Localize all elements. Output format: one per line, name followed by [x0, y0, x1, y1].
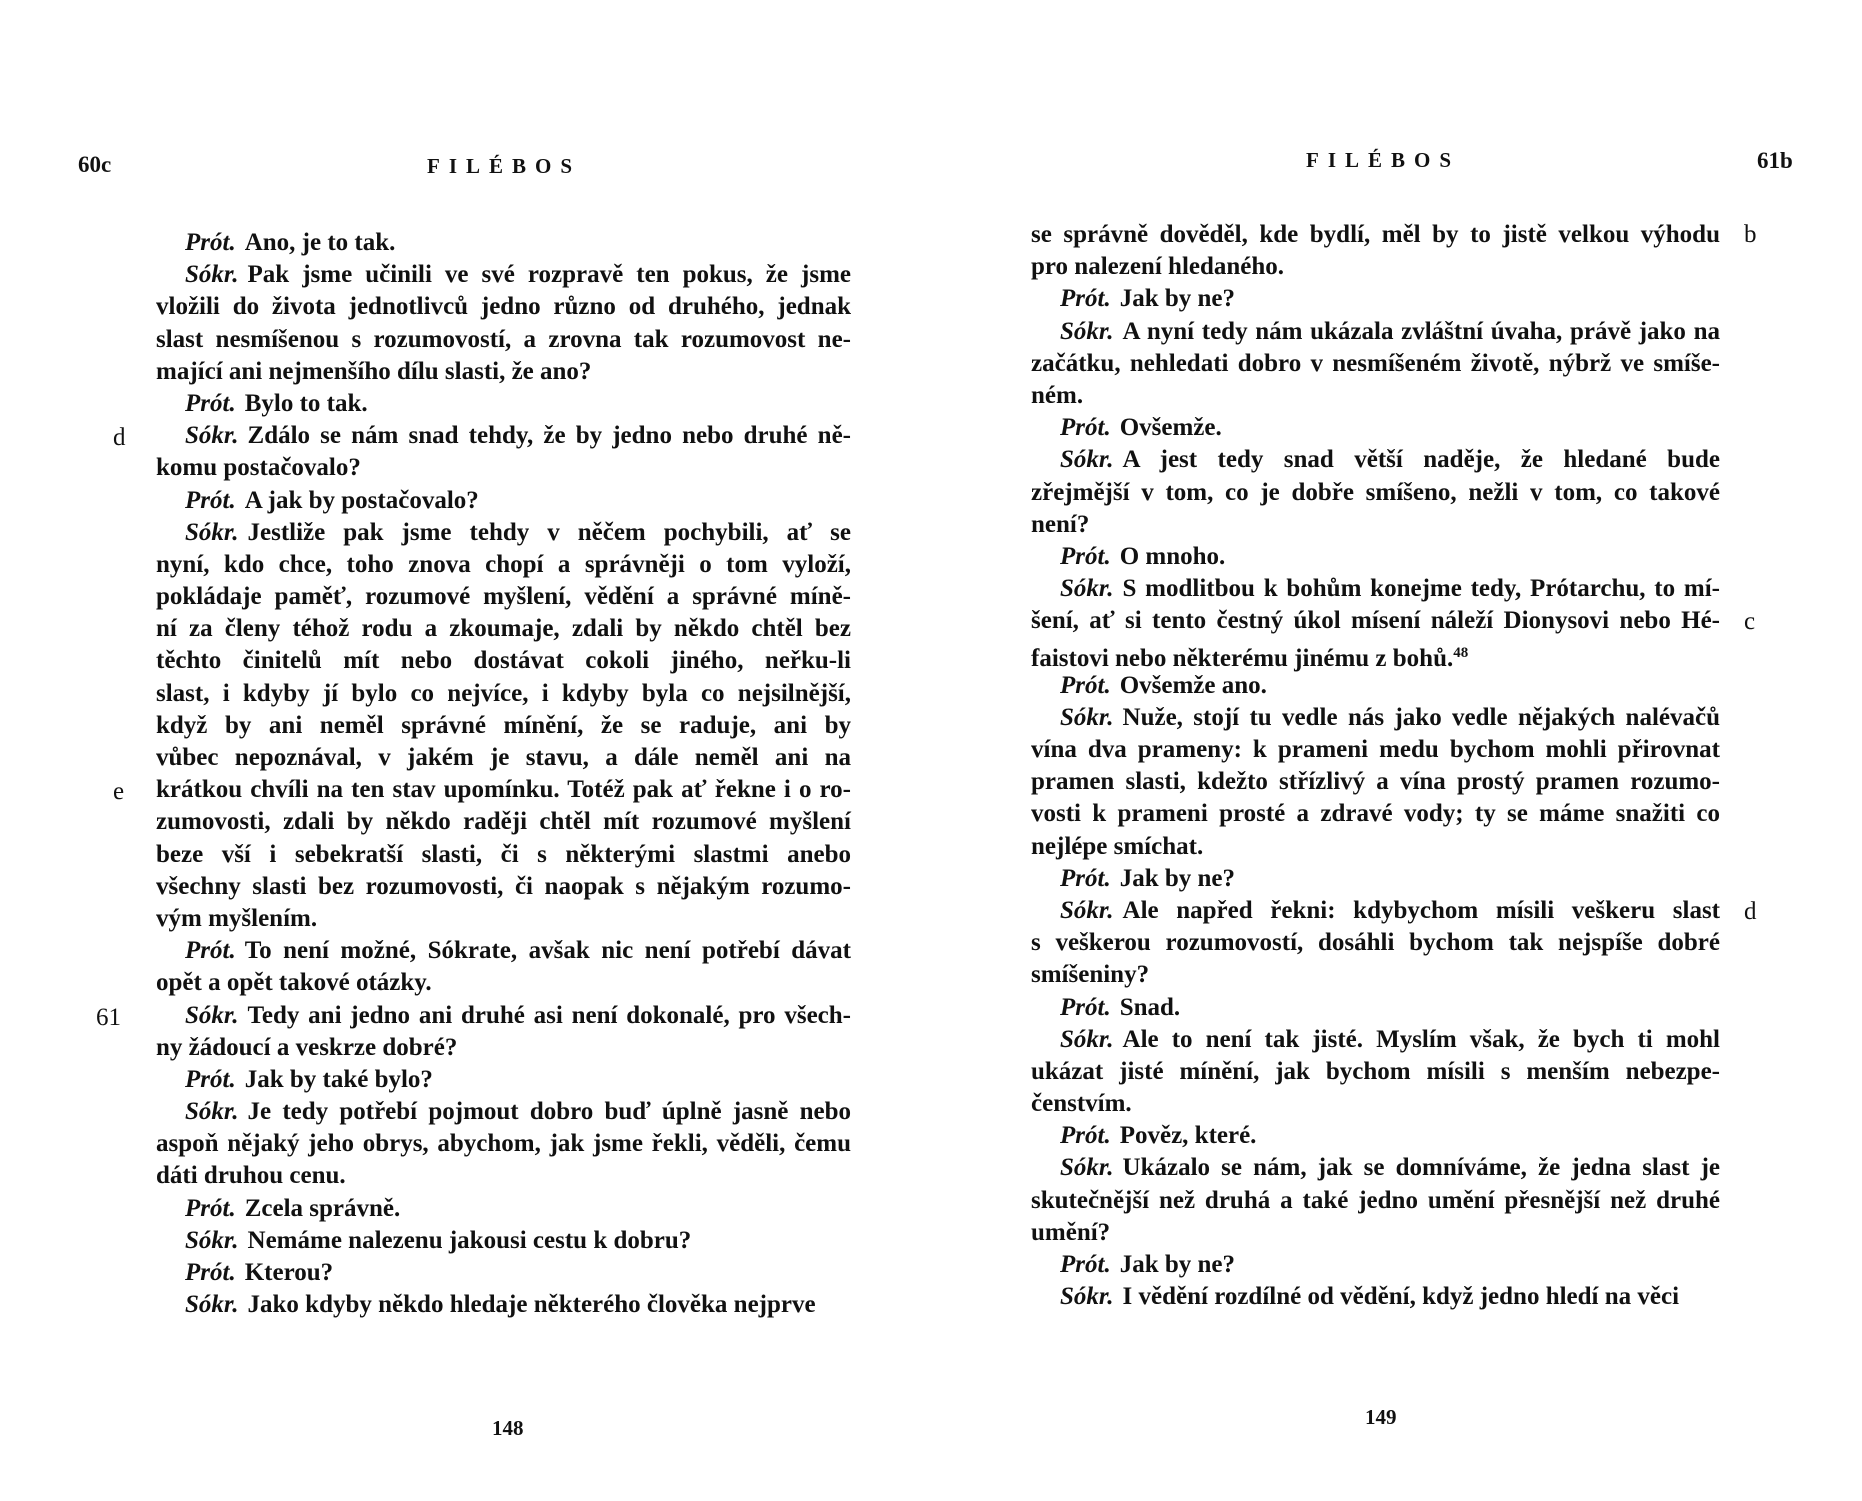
line-text: nyní, kdo chce, toho znova chopí a správněji o tom vyloží,: [156, 550, 851, 578]
text-line: [1031, 1281, 1720, 1313]
text-line: [1031, 766, 1720, 798]
line-text: pramen slasti, kdežto střízlivý a vína prostý pramen rozumo-: [1031, 768, 1720, 796]
line-text: vložili do života jednotlivců jedno různo od druhého, jednak: [156, 293, 851, 321]
speaker-label: Sókr.: [185, 1098, 239, 1126]
speaker-label: Prót.: [1060, 1251, 1111, 1278]
text-line: [156, 1193, 851, 1225]
text-line: [156, 710, 851, 742]
line-text: není?: [1031, 510, 1090, 538]
text-line: [156, 517, 851, 549]
line-text: vína dva prameny: k prameni medu bychom mohli přirovnat: [1031, 736, 1720, 763]
right-body-text: [1031, 219, 1720, 1313]
right-margin-marker-c: c: [1744, 608, 1756, 635]
speaker-label: Sókr.: [1060, 1283, 1114, 1311]
line-text: Jako kdyby někdo hledaje některého člověka nejprve: [247, 1291, 816, 1319]
line-text: To není možné, Sókrate, avšak nic není potřebí dávat: [244, 937, 851, 965]
speaker-label: Sókr.: [185, 261, 239, 289]
line-text: Jak by ne?: [1119, 285, 1236, 313]
text-line: [156, 1096, 851, 1128]
speaker-label: Sókr.: [1060, 446, 1114, 474]
line-text: Pověz, které.: [1119, 1122, 1257, 1150]
text-line: [1031, 316, 1720, 348]
speaker-label: Prót.: [1060, 993, 1111, 1021]
text-line: [1031, 1185, 1720, 1217]
speaker-label: Prót.: [1060, 414, 1111, 442]
text-line: [1031, 1088, 1720, 1120]
line-text: ukázat jisté mínění, jak bychom mísili s menším nebezpe-: [1031, 1057, 1720, 1085]
text-line: [156, 420, 851, 452]
line-text: vůbec nepoznával, v jakém je stavu, a dále neměl ani na: [156, 744, 851, 771]
text-line: [156, 678, 851, 710]
right-page-reference: 61b: [1757, 148, 1793, 173]
line-text: začátku, nehledati dobro v nesmíšeném životě, nýbrž ve smíše-: [1031, 349, 1720, 377]
line-text: Bylo to tak.: [244, 389, 368, 417]
line-text: mající ani nejmenšího dílu slasti, že ano?: [156, 357, 592, 385]
text-line: [1031, 1217, 1720, 1249]
text-line: [156, 549, 851, 581]
line-text: smíšeniny?: [1031, 961, 1150, 989]
line-text: pro nalezení hledaného.: [1031, 253, 1285, 281]
text-line: [1031, 1152, 1720, 1184]
text-line: [1031, 444, 1720, 476]
line-text: Ovšemže ano.: [1119, 671, 1267, 699]
right-margin-marker-d: d: [1744, 898, 1757, 925]
text-line: [156, 452, 851, 484]
text-line: [156, 774, 851, 806]
text-line: [156, 871, 851, 903]
right-running-title: FILÉBOS: [1306, 148, 1461, 172]
line-text: nejlépe smíchat.: [1031, 832, 1204, 860]
speaker-label: Prót.: [1060, 1122, 1111, 1150]
text-line: [1031, 895, 1720, 927]
text-line: [1031, 992, 1720, 1024]
line-text: těchto činitelů mít nebo dostávat cokoli jiného, neřku-li: [156, 647, 851, 675]
line-text: slast nesmíšenou s rozumovostí, a zrovna tak rozumovost ne-: [156, 325, 851, 353]
speaker-label: Sókr.: [1060, 1154, 1114, 1182]
text-line: [156, 967, 851, 999]
line-text: s veškerou rozumovostí, dosáhli bychom tak nejspíše dobré: [1031, 929, 1720, 957]
text-line: [1031, 637, 1720, 673]
line-text: Snad.: [1119, 993, 1181, 1021]
text-line: [156, 806, 851, 838]
line-text: ném.: [1031, 381, 1084, 409]
speaker-label: Sókr.: [185, 422, 239, 450]
text-line: [156, 291, 851, 323]
speaker-label: Prót.: [1060, 542, 1111, 570]
line-text: Ale napřed řekni: kdybychom mísili veškeru slast: [1122, 896, 1720, 924]
line-text: Tedy ani jedno ani druhé asi není dokonalé, pro všech-: [247, 1001, 851, 1029]
text-line: [1031, 798, 1720, 830]
line-text: Jak by také bylo?: [244, 1065, 433, 1093]
speaker-label: Prót.: [1060, 671, 1111, 699]
text-line: [1031, 348, 1720, 380]
line-text: dáti druhou cenu.: [156, 1162, 346, 1190]
line-text: S modlitbou k bohům konejme tedy, Prótarchu, to mí-: [1122, 575, 1720, 603]
text-line: [1031, 670, 1720, 702]
footnote-reference: 48: [1453, 645, 1469, 662]
text-line: [1031, 219, 1720, 251]
line-text: aspoň nějaký jeho obrys, abychom, jak jsme řekli, věděli, čemu: [156, 1130, 851, 1158]
text-line: [156, 645, 851, 677]
line-text: Nuže, stojí tu vedle nás jako vedle nějakých nalévačů: [1122, 703, 1720, 731]
speaker-label: Prót.: [185, 1259, 236, 1286]
line-text: čenstvím.: [1031, 1090, 1132, 1118]
speaker-label: Sókr.: [185, 1226, 239, 1254]
left-page-number: 148: [492, 1416, 524, 1440]
speaker-label: Prót.: [185, 389, 236, 417]
line-text: Zdálo se nám snad tehdy, že by jedno nebo druhé ně-: [247, 422, 851, 450]
speaker-label: Sókr.: [185, 1291, 239, 1319]
text-line: [1031, 1120, 1720, 1152]
text-line: [156, 1160, 851, 1192]
speaker-label: Prót.: [185, 1065, 236, 1093]
text-line: [1031, 734, 1720, 766]
text-line: [156, 839, 851, 871]
line-text: Zcela správně.: [244, 1194, 401, 1222]
left-margin-marker-e: e: [113, 778, 125, 805]
speaker-label: Sókr.: [1060, 896, 1114, 924]
speaker-label: Sókr.: [185, 518, 239, 546]
text-line: [156, 485, 851, 517]
line-text: opět a opět takové otázky.: [156, 969, 432, 997]
line-text: Pak jsme učinili ve své rozpravě ten pokus, že jsme: [247, 261, 851, 289]
text-line: [156, 1000, 851, 1032]
line-text: Ovšemže.: [1119, 414, 1222, 442]
line-text: když by ani neměl správné mínění, že se raduje, ani by: [156, 711, 851, 739]
right-page-number: 149: [1365, 1405, 1397, 1429]
line-text: vosti k prameni prosté a zdravé vody; ty se máme snažiti co: [1031, 800, 1720, 828]
line-text: zumovosti, zdali by někdo raději chtěl mít rozumové myšlení: [156, 808, 851, 836]
line-text: ní za členy téhož rodu a zkoumaje, zdali by někdo chtěl bez: [156, 615, 851, 643]
speaker-label: Sókr.: [185, 1001, 239, 1029]
text-line: [1031, 573, 1720, 605]
text-line: [1031, 959, 1720, 991]
line-text: všechny slasti bez rozumovosti, či naopak s nějakým rozumo-: [156, 872, 851, 900]
text-line: [156, 1032, 851, 1064]
text-line: [1031, 927, 1720, 959]
text-line: [156, 742, 851, 774]
line-text: faistovi nebo některému jinému z bohů.: [1031, 645, 1454, 673]
text-line: [156, 613, 851, 645]
line-text: šení, ať si tento čestný úkol mísení náleží Dionysovi nebo Hé-: [1031, 607, 1720, 635]
line-text: Ano, je to tak.: [244, 229, 396, 256]
text-line: [156, 388, 851, 420]
speaker-label: Sókr.: [1060, 703, 1114, 731]
speaker-label: Prót.: [1060, 864, 1111, 892]
line-text: se správně dověděl, kde bydlí, měl by to jistě velkou výhodu: [1031, 221, 1720, 248]
line-text: krátkou chvíli na ten stav upomínku. Totéž pak ať řekne i o ro-: [156, 776, 851, 804]
line-text: beze vší i sebekratší slasti, či s některými slastmi anebo: [156, 840, 851, 868]
left-margin-marker-61: 61: [96, 1004, 121, 1031]
line-text: A jest tedy snad větší naděje, že hledané bude: [1122, 446, 1720, 474]
line-text: Je tedy potřebí pojmout dobro buď úplně jasně nebo: [247, 1098, 851, 1126]
line-text: Ukázalo se nám, jak se domníváme, že jedna slast je: [1122, 1154, 1720, 1182]
line-text: Ale to není tak jisté. Myslím však, že bych ti mohl: [1122, 1025, 1720, 1053]
speaker-label: Sókr.: [1060, 317, 1114, 345]
text-line: [156, 935, 851, 967]
speaker-label: Prót.: [185, 937, 236, 965]
speaker-label: Prót.: [185, 229, 236, 256]
left-margin-marker-d: d: [113, 424, 126, 451]
text-line: [1031, 702, 1720, 734]
text-line: [1031, 380, 1720, 412]
line-text: slast, i kdyby jí bylo co nejvíce, i kdyby byla co nejsilnější,: [156, 679, 851, 707]
right-page: [931, 0, 1862, 1501]
line-text: vým myšlením.: [156, 904, 318, 932]
text-line: [1031, 605, 1720, 637]
text-line: [1031, 251, 1720, 283]
line-text: zřejmější v tom, co je dobře smíšeno, nežli v tom, co takové: [1031, 478, 1720, 506]
text-line: [156, 1064, 851, 1096]
speaker-label: Prót.: [185, 1194, 236, 1222]
left-running-title: FILÉBOS: [427, 154, 582, 178]
text-line: [156, 259, 851, 291]
text-line: [156, 1128, 851, 1160]
left-page-reference: 60c: [78, 152, 112, 177]
line-text: ny žádoucí a veskrze dobré?: [156, 1033, 458, 1061]
speaker-label: Prót.: [185, 486, 236, 514]
text-line: [156, 324, 851, 356]
text-line: [156, 1289, 851, 1321]
text-line: [1031, 1056, 1720, 1088]
line-text: umění?: [1031, 1218, 1111, 1246]
text-line: [156, 1225, 851, 1257]
line-text: Jestliže pak jsme tehdy v něčem pochybili, ať se: [247, 518, 851, 546]
left-body-text: [156, 227, 851, 1321]
line-text: A jak by postačovalo?: [244, 486, 479, 514]
text-line: [1031, 509, 1720, 541]
text-line: [1031, 863, 1720, 895]
line-text: Jak by ne?: [1119, 864, 1236, 892]
text-line: [1031, 477, 1720, 509]
line-text: A nyní tedy nám ukázala zvláštní úvaha, právě jako na: [1122, 317, 1720, 345]
line-text: komu postačovalo?: [156, 454, 361, 482]
line-text: Kterou?: [244, 1259, 334, 1286]
line-text: Jak by ne?: [1119, 1251, 1236, 1278]
text-line: [1031, 283, 1720, 315]
right-margin-marker-b: b: [1744, 221, 1757, 248]
line-text: I vědění rozdílné od vědění, když jedno hledí na věci: [1122, 1283, 1680, 1311]
line-text: skutečnější než druhá a také jedno umění přesnější než druhé: [1031, 1186, 1720, 1214]
speaker-label: Prót.: [1060, 285, 1111, 313]
text-line: [1031, 1249, 1720, 1281]
text-line: [156, 356, 851, 388]
text-line: [1031, 541, 1720, 573]
speaker-label: Sókr.: [1060, 1025, 1114, 1053]
line-text: pokládaje paměť, rozumové myšlení, vědění a správné míně-: [156, 583, 851, 611]
line-text: Nemáme nalezenu jakousi cestu k dobru?: [247, 1226, 692, 1254]
line-text: O mnoho.: [1119, 542, 1226, 570]
text-line: [156, 903, 851, 935]
text-line: [1031, 831, 1720, 863]
speaker-label: Sókr.: [1060, 575, 1114, 603]
text-line: [156, 227, 851, 259]
text-line: [156, 581, 851, 613]
text-line: [1031, 412, 1720, 444]
text-line: [1031, 1024, 1720, 1056]
text-line: [156, 1257, 851, 1289]
